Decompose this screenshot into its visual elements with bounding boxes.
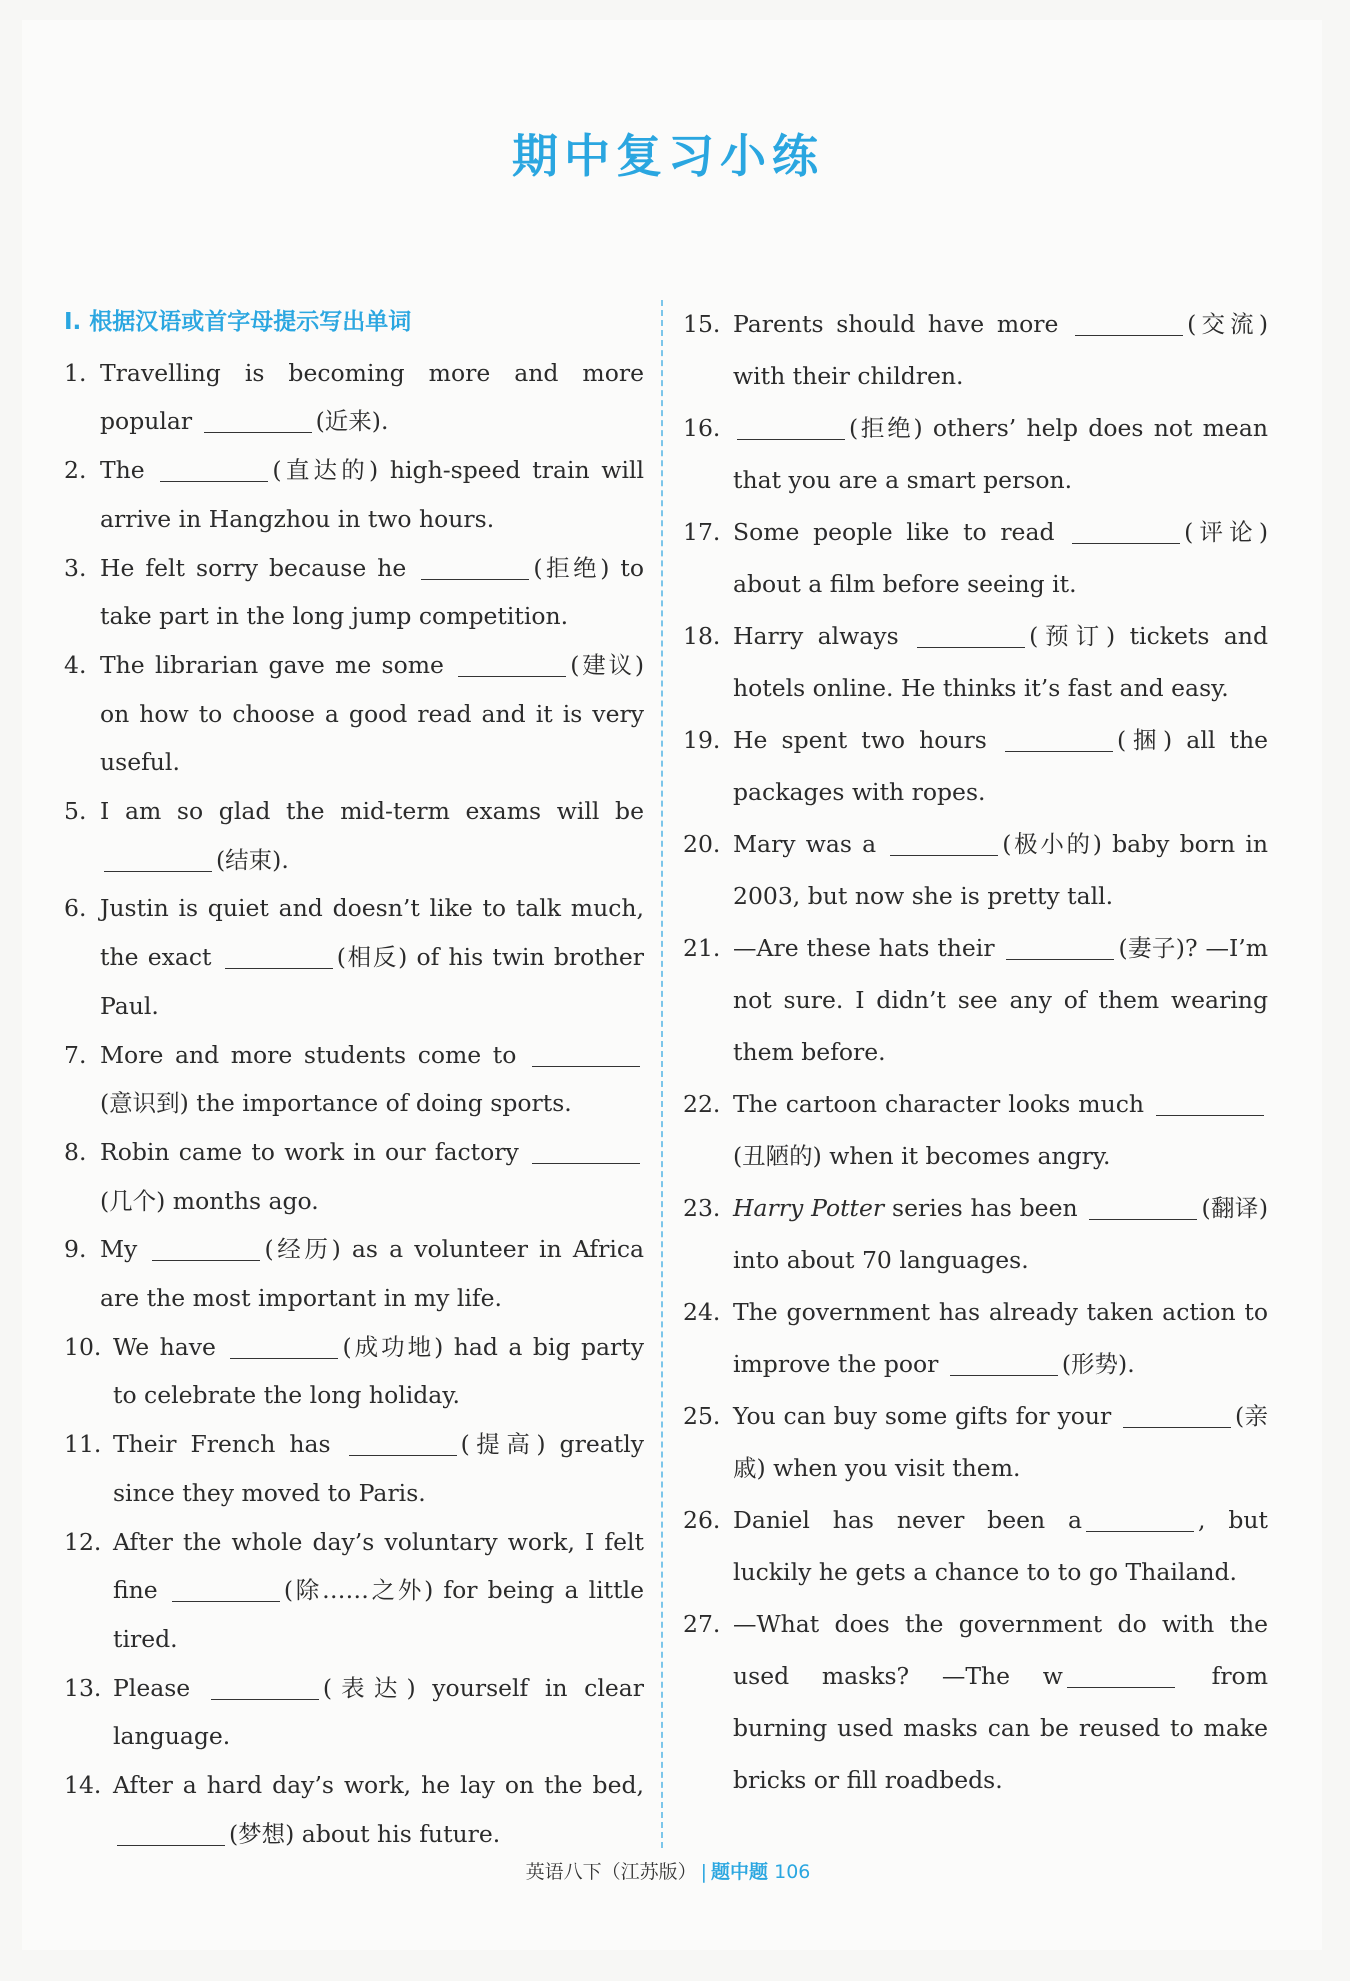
- question-hint: (预订) tickets and hotels online. He thinks it’s fast and easy.: [733, 622, 1268, 702]
- question-number: 11.: [64, 1430, 102, 1459]
- question-hint: (意识到) the importance of doing sports.: [100, 1089, 572, 1118]
- answer-blank[interactable]: [211, 1675, 319, 1700]
- question-text: You can buy some gifts for your: [733, 1402, 1120, 1430]
- question-number: 26.: [683, 1506, 721, 1534]
- question-hint: (提高) greatly since they moved to Paris.: [113, 1430, 644, 1507]
- question-hint: (近来).: [315, 407, 389, 436]
- question-hint: (结束).: [216, 845, 289, 874]
- question-18: [683, 610, 1268, 714]
- question-text: —What does the government do with the used masks? —The w: [733, 1610, 1268, 1690]
- question-text: The librarian gave me some: [100, 650, 455, 679]
- question-25: [683, 1390, 1268, 1494]
- answer-blank[interactable]: [1005, 728, 1113, 753]
- answer-blank[interactable]: [1006, 936, 1114, 961]
- question-15: [683, 298, 1268, 402]
- question-hint: (形势).: [1061, 1350, 1135, 1378]
- answer-blank[interactable]: [950, 1352, 1058, 1377]
- question-number: 12.: [64, 1527, 102, 1556]
- answer-blank[interactable]: [458, 652, 566, 677]
- question-number: 8.: [64, 1137, 87, 1166]
- answer-blank[interactable]: [532, 1139, 640, 1164]
- question-number: 21.: [683, 934, 721, 962]
- question-text: The government has already taken action to improve the poor: [733, 1298, 1268, 1378]
- question-text: Some people like to read: [733, 518, 1069, 546]
- question-text: More and more students come to: [100, 1040, 528, 1069]
- question-19: [683, 714, 1268, 818]
- question-hint: (极小的) baby born in 2003, but now she is pretty tall.: [733, 830, 1268, 910]
- question-10: [64, 1323, 644, 1420]
- question-text: We have: [113, 1332, 227, 1361]
- answer-blank[interactable]: [1123, 1404, 1231, 1429]
- question-hint: (经历) as a volunteer in Africa are the most important in my life.: [100, 1235, 645, 1313]
- question-number: 25.: [683, 1402, 721, 1430]
- answer-blank[interactable]: [160, 458, 268, 483]
- answer-blank[interactable]: [204, 409, 312, 434]
- question-text: He spent two hours: [733, 726, 1001, 754]
- question-16: [683, 402, 1268, 506]
- answer-blank[interactable]: [1089, 1196, 1197, 1221]
- answer-blank[interactable]: [117, 1821, 225, 1846]
- column-divider: [661, 300, 663, 1848]
- question-2: [64, 446, 644, 543]
- question-hint: (梦想) about his future.: [229, 1819, 501, 1848]
- question-hint: (妻子)? —I’m not sure. I didn’t see any of them wearing them before.: [733, 934, 1268, 1066]
- section-heading: Ⅰ. 根据汉语或首字母提示写出单词: [64, 309, 412, 335]
- question-8: [64, 1128, 644, 1225]
- question-number: 24.: [683, 1298, 721, 1326]
- question-hint: (亲戚) when you visit them.: [733, 1402, 1268, 1482]
- question-text: After the whole day’s voluntary work, I felt fine: [113, 1527, 644, 1605]
- answer-blank[interactable]: [225, 945, 333, 970]
- right-column: [683, 298, 1268, 1806]
- question-text: Please: [113, 1673, 207, 1702]
- question-number: 18.: [683, 622, 721, 650]
- answer-blank[interactable]: [1067, 1664, 1175, 1689]
- question-23: [683, 1182, 1268, 1286]
- question-hint: (建议) on how to choose a good read and it is very useful.: [100, 650, 644, 777]
- question-number: 20.: [683, 830, 721, 858]
- question-text: Robin came to work in our factory: [100, 1137, 528, 1166]
- question-number: 4.: [64, 650, 87, 679]
- question-number: 16.: [683, 414, 721, 442]
- question-9: [64, 1225, 644, 1322]
- question-hint: (丑陋的) when it becomes angry.: [733, 1142, 1111, 1170]
- question-17: [683, 506, 1268, 610]
- question-4: [64, 641, 644, 787]
- answer-blank[interactable]: [917, 624, 1025, 649]
- question-text: series has been: [884, 1194, 1086, 1222]
- answer-blank[interactable]: [172, 1578, 280, 1603]
- book-title: Harry Potter: [733, 1194, 885, 1222]
- question-number: 7.: [64, 1040, 87, 1069]
- answer-blank[interactable]: [1072, 520, 1180, 545]
- question-text: Their French has: [113, 1430, 345, 1459]
- answer-blank[interactable]: [152, 1237, 260, 1262]
- question-hint: (除……之外) for being a little tired.: [113, 1576, 644, 1653]
- question-text: The: [100, 456, 157, 485]
- question-6: [64, 884, 644, 1030]
- question-13: [64, 1664, 644, 1761]
- question-26: [683, 1494, 1268, 1598]
- question-number: 22.: [683, 1090, 721, 1118]
- question-21: [683, 922, 1268, 1078]
- question-text: The cartoon character looks much: [733, 1090, 1152, 1118]
- answer-blank[interactable]: [1075, 312, 1183, 337]
- question-number: 3.: [64, 553, 87, 582]
- question-number: 10.: [64, 1332, 102, 1361]
- question-text: My: [100, 1235, 149, 1264]
- question-hint: (翻译) into about 70 languages.: [733, 1194, 1268, 1274]
- question-hint: , but luckily he gets a chance to to go Thailand.: [733, 1506, 1268, 1586]
- question-7: [64, 1031, 644, 1128]
- question-1: [64, 349, 644, 446]
- question-hint: from burning used masks can be reused to make bricks or fill roadbeds.: [733, 1662, 1268, 1794]
- question-hint: (表达) yourself in clear language.: [113, 1673, 644, 1751]
- question-22: [683, 1078, 1268, 1182]
- question-text: Mary was a: [733, 830, 887, 858]
- question-hint: (拒绝) to take part in the long jump competition.: [100, 553, 644, 631]
- left-column: [64, 298, 644, 1859]
- page-title: 期中复习小练: [512, 129, 824, 183]
- question-24: [683, 1286, 1268, 1390]
- question-number: 19.: [683, 726, 721, 754]
- answer-blank[interactable]: [532, 1042, 640, 1067]
- footer-separator: |: [700, 1861, 708, 1883]
- question-text: Travelling is becoming more and more popular: [100, 358, 644, 436]
- question-number: 2.: [64, 456, 87, 485]
- book-label: 英语八下（江苏版）: [525, 1861, 697, 1883]
- question-5: [64, 787, 644, 884]
- question-number: 17.: [683, 518, 721, 546]
- question-number: 1.: [64, 358, 87, 387]
- question-text: Daniel has never been a: [733, 1506, 1083, 1534]
- question-number: 9.: [64, 1235, 87, 1264]
- question-text: Parents should have more: [733, 310, 1072, 338]
- question-hint: (直达的) high-speed train will arrive in Hangzhou in two hours.: [100, 456, 644, 533]
- question-text: Justin is quiet and doesn’t like to talk much, the exact: [100, 894, 644, 972]
- question-text: After a hard day’s work, he lay on the bed,: [113, 1771, 644, 1800]
- question-text: —Are these hats their: [733, 934, 1003, 962]
- brand-label: 题中题: [711, 1861, 769, 1883]
- question-hint: (拒绝) others’ help does not mean that you are a smart person.: [733, 414, 1268, 494]
- question-27: [683, 1598, 1268, 1806]
- answer-blank[interactable]: [104, 847, 212, 872]
- question-number: 15.: [683, 310, 721, 338]
- answer-blank[interactable]: [1156, 1092, 1264, 1117]
- question-number: 27.: [683, 1610, 721, 1638]
- answer-blank[interactable]: [230, 1334, 338, 1359]
- answer-blank[interactable]: [421, 555, 529, 580]
- question-text: Harry always: [733, 622, 914, 650]
- question-number: 23.: [683, 1194, 721, 1222]
- question-12: [64, 1518, 644, 1664]
- question-hint: (交流) with their children.: [733, 310, 1268, 390]
- question-number: 6.: [64, 894, 87, 923]
- question-3: [64, 544, 644, 641]
- answer-blank[interactable]: [890, 832, 998, 857]
- question-number: 14.: [64, 1771, 102, 1800]
- question-hint: (评论) about a film before seeing it.: [733, 518, 1268, 598]
- question-hint: (相反) of his twin brother Paul.: [100, 943, 644, 1020]
- question-text: He felt sorry because he: [100, 553, 418, 582]
- answer-blank[interactable]: [349, 1432, 457, 1457]
- question-20: [683, 818, 1268, 922]
- answer-blank[interactable]: [1086, 1508, 1194, 1533]
- question-11: [64, 1420, 644, 1517]
- question-hint: (捆) all the packages with ropes.: [733, 726, 1268, 806]
- question-number: 5.: [64, 797, 87, 826]
- page-footer: [0, 1857, 1336, 1884]
- question-hint: (成功地) had a big party to celebrate the long holiday.: [113, 1332, 644, 1410]
- question-text: I am so glad the mid-term exams will be: [100, 797, 644, 826]
- page-number: 106: [774, 1861, 811, 1883]
- question-14: [64, 1761, 644, 1858]
- question-number: 13.: [64, 1673, 102, 1702]
- question-hint: (几个) months ago.: [100, 1186, 319, 1215]
- answer-blank[interactable]: [737, 416, 845, 441]
